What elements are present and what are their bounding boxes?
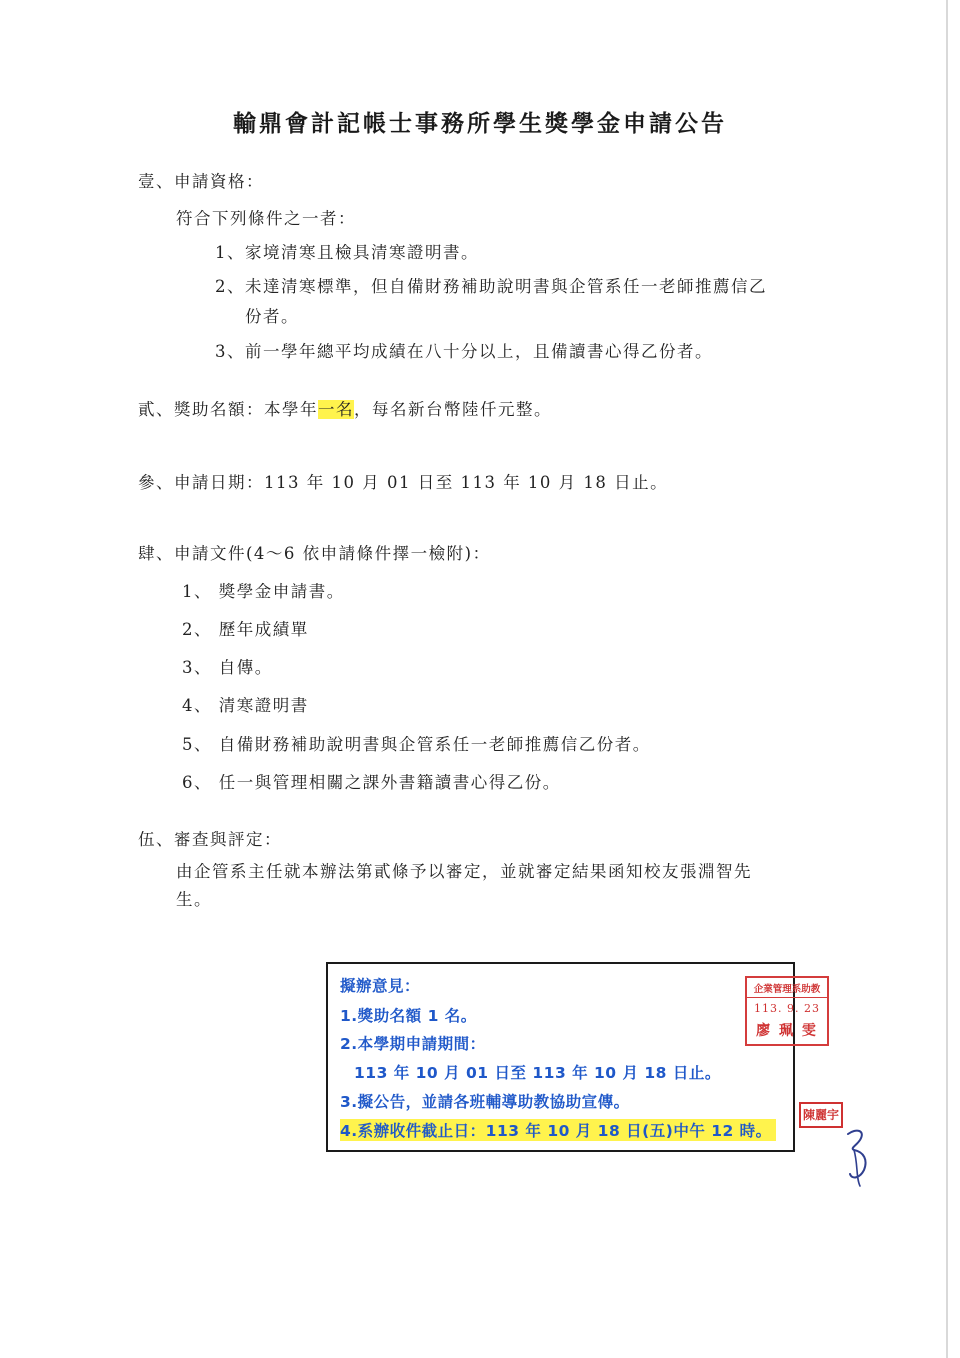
memo-box <box>326 962 795 1152</box>
memo-line: 3.擬公告，並請各班輔導助教協助宣傳。 <box>340 1093 630 1111</box>
approval-stamp <box>745 976 829 1046</box>
handwritten-signature-icon <box>838 1120 878 1190</box>
stamp-name: 廖 珮 雯 <box>756 1023 818 1039</box>
section1-item: 1、家境清寒且檢具清寒證明書。 <box>215 243 479 262</box>
section5-body: 由企管系主任就本辦法第貳條予以審定，並就審定結果函知校友張淵智先 <box>176 862 752 881</box>
section1-heading: 壹、申請資格： <box>138 172 264 191</box>
section2-quota <box>138 396 552 420</box>
section4-item: 6、 任一與管理相關之課外書籍讀書心得乙份。 <box>182 773 561 792</box>
section4-item: 3、 自傳。 <box>182 658 273 677</box>
document-title: 輸鼎會計記帳士事務所學生獎學金申請公告 <box>233 110 727 137</box>
section1-item: 2、未達清寒標準，但自備財務補助說明書與企管系任一老師推薦信乙 <box>215 277 767 296</box>
scan-edge <box>946 0 948 1358</box>
stamp-date: 113. 9. 23 <box>754 1002 820 1015</box>
section2-prefix: 貳、獎助名額：本學年 <box>138 400 318 419</box>
memo-line: 113 年 10 月 01 日至 113 年 10 月 18 日止。 <box>354 1064 721 1082</box>
section1-item: 3、前一學年總平均成績在八十分以上，且備讀書心得乙份者。 <box>215 342 713 361</box>
section4-heading: 肆、申請文件(4～6 依申請條件擇一檢附)： <box>138 544 491 563</box>
section5-body-continued: 生。 <box>176 890 212 909</box>
section4-item: 5、 自備財務補助說明書與企管系任一老師推薦信乙份者。 <box>182 735 651 754</box>
seal-stamp: 陳麗宇 <box>799 1102 843 1128</box>
stamp-unit: 企業管理系助教 <box>747 981 827 998</box>
section1-item-continued: 份者。 <box>245 307 299 326</box>
section2-highlight: 一名 <box>318 400 354 419</box>
section4-item: 4、 清寒證明書 <box>182 696 309 715</box>
section1-intro: 符合下列條件之一者： <box>176 209 356 228</box>
section4-item: 1、 獎學金申請書。 <box>182 582 345 601</box>
section4-item: 2、 歷年成績單 <box>182 620 309 639</box>
memo-line: 1.獎助名額 1 名。 <box>340 1007 477 1025</box>
memo-deadline: 4.系辦收件截止日：113 年 10 月 18 日(五)中午 12 時。 <box>340 1119 776 1141</box>
memo-line: 2.本學期申請期間： <box>340 1035 486 1053</box>
section5-heading: 伍、審查與評定： <box>138 830 282 849</box>
section2-suffix: ，每名新台幣陸仟元整。 <box>354 400 552 419</box>
memo-heading: 擬辦意見： <box>340 977 421 995</box>
section3-dates: 參、申請日期：113 年 10 月 01 日至 113 年 10 月 18 日止。 <box>138 473 669 492</box>
